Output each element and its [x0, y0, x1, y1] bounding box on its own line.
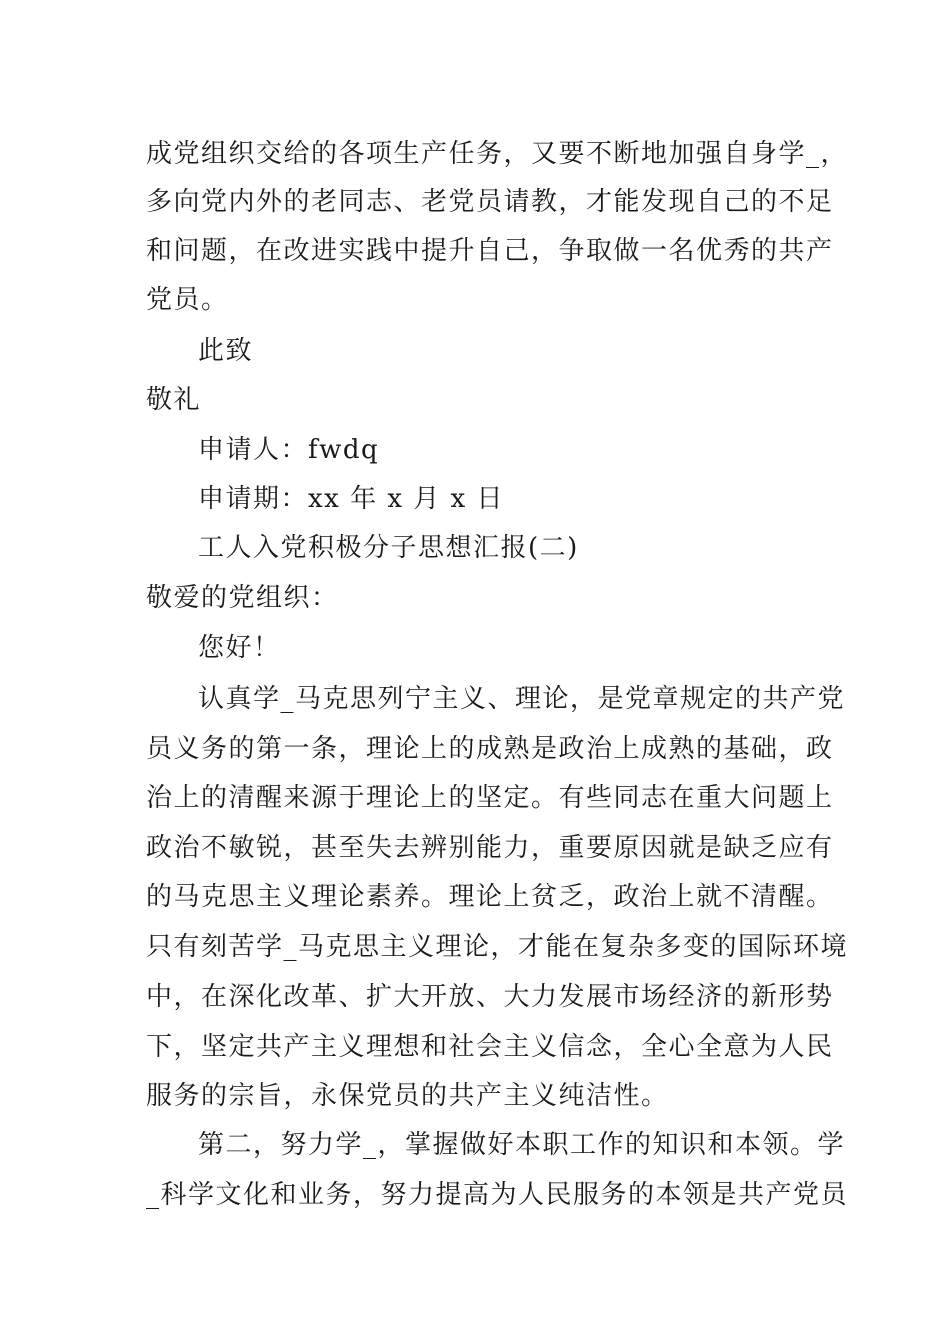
body-text-line: 政治不敏锐，甚至失去辨别能力，重要原因就是缺乏应有: [146, 833, 834, 863]
body-text-line: 服务的宗旨，永保党员的共产主义纯洁性。: [146, 1081, 669, 1111]
body-text-line: 和问题，在改进实践中提升自己，争取做一名优秀的共产: [146, 236, 834, 266]
greeting: 您好！: [198, 633, 281, 663]
closing-regards: 敬礼: [146, 385, 202, 415]
body-text-line: 员义务的第一条，理论上的成熟是政治上成熟的基础，政: [146, 734, 834, 764]
body-text-line: 只有刻苦学_马克思主义理论，才能在复杂多变的国际环境: [146, 932, 849, 962]
closing-salutation: 此致: [198, 336, 254, 366]
body-text-line: _科学文化和业务，努力提高为人民服务的本领是共产党员: [146, 1180, 849, 1210]
body-text-line: 成党组织交给的各项生产任务，又要不断地加强自身学_，: [146, 139, 849, 169]
body-text-line: 治上的清醒来源于理论上的坚定。有些同志在重大问题上: [146, 783, 834, 813]
body-text-line: 下，坚定共产主义理想和社会主义信念，全心全意为人民: [146, 1032, 834, 1062]
body-text-line: 的马克思主义理论素养。理论上贫乏，政治上就不清醒。: [146, 882, 834, 912]
body-text-line: 中，在深化改革、扩大开放、大力发展市场经济的新形势: [146, 982, 834, 1012]
applicant-name: 申请人：fwdq: [198, 435, 380, 465]
application-date: 申请期：xx 年 x 月 x 日: [198, 484, 504, 514]
greeting-recipient: 敬爱的党组织：: [146, 583, 339, 613]
body-text-line: 认真学_马克思列宁主义、理论，是党章规定的共产党: [198, 684, 846, 714]
body-text-line: 党员。: [146, 285, 229, 315]
body-text-line: 第二，努力学_，掌握做好本职工作的知识和本领。学: [198, 1130, 846, 1160]
section-title: 工人入党积极分子思想汇报(二): [198, 533, 579, 563]
body-text-line: 多向党内外的老同志、老党员请教，才能发现自己的不足: [146, 187, 834, 217]
